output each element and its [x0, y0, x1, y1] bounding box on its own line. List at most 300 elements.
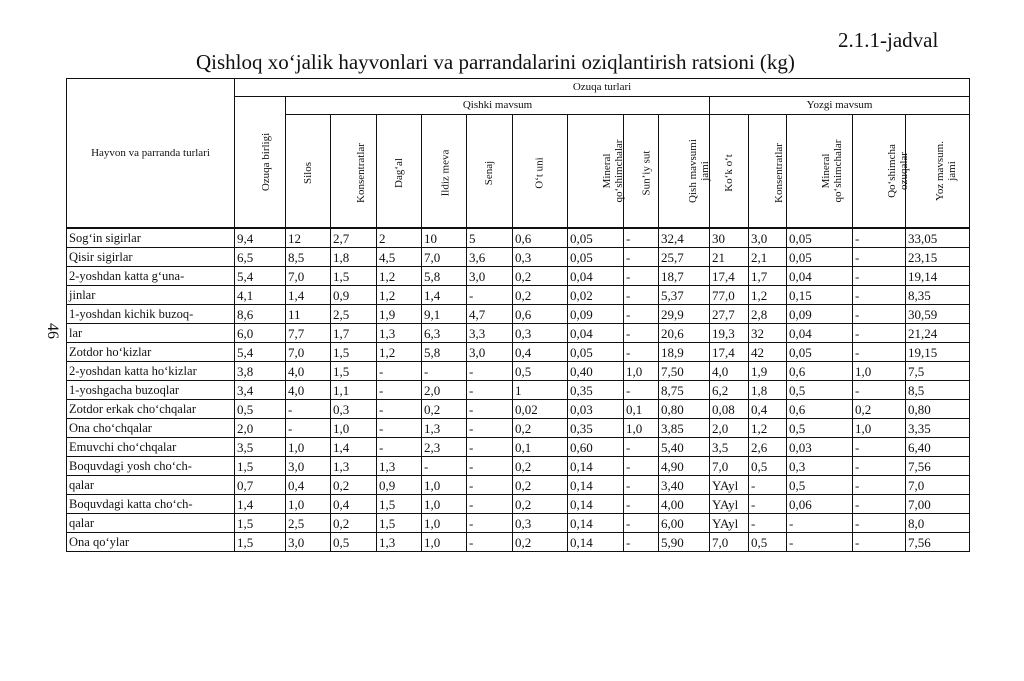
- table-cell: 0,14: [568, 495, 624, 514]
- table-cell: -: [853, 228, 906, 248]
- table-cell: 0,1: [513, 438, 568, 457]
- table-cell: -: [624, 514, 659, 533]
- table-cell: 0,35: [568, 381, 624, 400]
- table-cell: 0,5: [787, 419, 853, 438]
- table-cell: 0,5: [787, 381, 853, 400]
- table-cell: 0,2: [513, 286, 568, 305]
- table-cell: 2,1: [749, 248, 787, 267]
- table-cell: 3,85: [659, 419, 710, 438]
- header-winter-col: Ildiz meva: [422, 115, 467, 229]
- table-cell: -: [749, 476, 787, 495]
- table-cell: 1,7: [331, 324, 377, 343]
- table-cell: 2,3: [422, 438, 467, 457]
- table-cell: 0,02: [513, 400, 568, 419]
- table-cell: -: [749, 495, 787, 514]
- table-cell: 2,5: [286, 514, 331, 533]
- table-cell: 9,4: [235, 228, 286, 248]
- table-cell: 3,0: [749, 228, 787, 248]
- table-cell: 4,5: [377, 248, 422, 267]
- table-cell: 2,7: [331, 228, 377, 248]
- table-cell: -: [853, 476, 906, 495]
- table-cell: 1,4: [235, 495, 286, 514]
- table-cell: 25,7: [659, 248, 710, 267]
- table-cell: -: [467, 400, 513, 419]
- table-cell: 0,03: [787, 438, 853, 457]
- table-cell: -: [853, 343, 906, 362]
- table-cell: 1,5: [235, 514, 286, 533]
- table-cell: 0,35: [568, 419, 624, 438]
- table-cell: 0,08: [710, 400, 749, 419]
- table-cell: 8,5: [286, 248, 331, 267]
- row-label: Emuvchi cho‘chqalar: [67, 438, 235, 457]
- table-cell: 32: [749, 324, 787, 343]
- table-cell: 0,3: [787, 457, 853, 476]
- table-cell: 5,90: [659, 533, 710, 552]
- table-cell: 4,1: [235, 286, 286, 305]
- row-label: Ona qo‘ylar: [67, 533, 235, 552]
- table-cell: 5,37: [659, 286, 710, 305]
- table-cell: 19,3: [710, 324, 749, 343]
- header-winter-col: Sun’iy sut: [624, 115, 659, 229]
- table-cell: 4,7: [467, 305, 513, 324]
- row-label: 2-yoshdan katta ho‘kizlar: [67, 362, 235, 381]
- table-cell: 0,6: [787, 400, 853, 419]
- table-cell: 1,3: [331, 457, 377, 476]
- table-cell: 2,6: [749, 438, 787, 457]
- table-cell: 33,05: [906, 228, 970, 248]
- table-tag: 2.1.1-jadval: [838, 28, 939, 52]
- table-cell: 0,04: [568, 324, 624, 343]
- table-cell: 21,24: [906, 324, 970, 343]
- table-cell: 0,5: [331, 533, 377, 552]
- table-cell: 0,2: [513, 267, 568, 286]
- table-cell: 1,0: [422, 476, 467, 495]
- table-cell: 1,0: [286, 438, 331, 457]
- table-row: [67, 324, 970, 343]
- table-cell: 1,9: [377, 305, 422, 324]
- table-cell: -: [787, 514, 853, 533]
- table-cell: 1,5: [377, 495, 422, 514]
- table-cell: 1,5: [331, 343, 377, 362]
- table-cell: 7,56: [906, 533, 970, 552]
- table-cell: -: [853, 267, 906, 286]
- table-cell: -: [853, 381, 906, 400]
- table-cell: 0,04: [787, 324, 853, 343]
- table-cell: 18,9: [659, 343, 710, 362]
- row-label: lar: [67, 324, 235, 343]
- table-cell: 5,4: [235, 343, 286, 362]
- table-cell: YAyl: [710, 514, 749, 533]
- table-cell: -: [467, 419, 513, 438]
- table-cell: -: [624, 381, 659, 400]
- header-summer-col: Yoz mavsum. jami: [906, 115, 970, 229]
- table-cell: 0,2: [331, 514, 377, 533]
- table-cell: 6,5: [235, 248, 286, 267]
- table-cell: 0,14: [568, 514, 624, 533]
- table-cell: 0,3: [513, 248, 568, 267]
- header-winter-col: O‘t uni: [513, 115, 568, 229]
- row-label: 1-yoshgacha buzoqlar: [67, 381, 235, 400]
- table-cell: 0,05: [568, 343, 624, 362]
- header-winter-col: Senaj: [467, 115, 513, 229]
- table-cell: 20,6: [659, 324, 710, 343]
- table-cell: 8,35: [906, 286, 970, 305]
- table-cell: 1,2: [377, 267, 422, 286]
- table-cell: 1: [513, 381, 568, 400]
- table-cell: 77,0: [710, 286, 749, 305]
- table-cell: -: [853, 533, 906, 552]
- table-cell: 0,3: [331, 400, 377, 419]
- table-cell: 29,9: [659, 305, 710, 324]
- header-winter-col: Qish mavsumi jami: [659, 115, 710, 229]
- table-cell: 0,14: [568, 533, 624, 552]
- table-cell: -: [853, 438, 906, 457]
- table-cell: 0,2: [513, 495, 568, 514]
- table-row: [67, 476, 970, 495]
- table-cell: 0,3: [513, 514, 568, 533]
- table-cell: 2: [377, 228, 422, 248]
- table-cell: 6,3: [422, 324, 467, 343]
- table-cell: 6,00: [659, 514, 710, 533]
- table-cell: 3,5: [710, 438, 749, 457]
- table-cell: 0,09: [787, 305, 853, 324]
- table-cell: 0,05: [568, 228, 624, 248]
- table-cell: -: [467, 476, 513, 495]
- table-cell: 0,05: [787, 248, 853, 267]
- table-cell: 1,2: [749, 286, 787, 305]
- table-cell: 1,0: [624, 419, 659, 438]
- header-feed-types: Ozuqa turlari: [235, 79, 970, 97]
- table-cell: 8,75: [659, 381, 710, 400]
- table-cell: 3,40: [659, 476, 710, 495]
- table-cell: 1,0: [853, 362, 906, 381]
- table-cell: 0,05: [787, 228, 853, 248]
- table-cell: 1,3: [422, 419, 467, 438]
- table-cell: 0,03: [568, 400, 624, 419]
- header-summer-col: Ko‘k o‘t: [710, 115, 749, 229]
- table-cell: 0,80: [906, 400, 970, 419]
- table-row: [67, 419, 970, 438]
- table-row: [67, 362, 970, 381]
- table-cell: 0,60: [568, 438, 624, 457]
- table-cell: 0,5: [513, 362, 568, 381]
- table-cell: 18,7: [659, 267, 710, 286]
- table-row: [67, 533, 970, 552]
- table-row: [67, 438, 970, 457]
- table-cell: -: [624, 228, 659, 248]
- row-label: 2-yoshdan katta g‘una-: [67, 267, 235, 286]
- table-cell: 3,8: [235, 362, 286, 381]
- header-winter-col: Konsentratlar: [331, 115, 377, 229]
- table-cell: 1,3: [377, 533, 422, 552]
- table-cell: 0,4: [513, 343, 568, 362]
- table-row: [67, 381, 970, 400]
- table-cell: -: [624, 533, 659, 552]
- table-cell: 1,0: [331, 419, 377, 438]
- table-cell: 23,15: [906, 248, 970, 267]
- table-cell: -: [422, 362, 467, 381]
- header-winter-col: Mineral qo‘shimchalar: [568, 115, 624, 229]
- table-body: [67, 228, 970, 552]
- row-label: Ona cho‘chqalar: [67, 419, 235, 438]
- table-cell: 7,0: [422, 248, 467, 267]
- table-cell: 1,7: [749, 267, 787, 286]
- table-cell: -: [467, 533, 513, 552]
- table-cell: 0,15: [787, 286, 853, 305]
- table-cell: -: [787, 533, 853, 552]
- table-cell: 0,5: [235, 400, 286, 419]
- table-cell: 0,9: [377, 476, 422, 495]
- table-cell: 1,0: [422, 533, 467, 552]
- row-label: Zotdor erkak cho‘chqalar: [67, 400, 235, 419]
- table-cell: 1,5: [331, 267, 377, 286]
- table-cell: 0,80: [659, 400, 710, 419]
- table-cell: 3,35: [906, 419, 970, 438]
- table-cell: 21: [710, 248, 749, 267]
- table-cell: YAyl: [710, 476, 749, 495]
- table-cell: -: [377, 362, 422, 381]
- table-cell: 0,02: [568, 286, 624, 305]
- table-cell: 12: [286, 228, 331, 248]
- table-cell: 1,0: [853, 419, 906, 438]
- table-cell: 30,59: [906, 305, 970, 324]
- table-cell: 8,5: [906, 381, 970, 400]
- table-cell: 5,8: [422, 343, 467, 362]
- header-feed-unit: Ozuqa birligi: [235, 97, 286, 229]
- table-cell: -: [624, 305, 659, 324]
- table-cell: 17,4: [710, 343, 749, 362]
- table-cell: 1,5: [235, 457, 286, 476]
- table-cell: 7,00: [906, 495, 970, 514]
- table-cell: -: [624, 438, 659, 457]
- table-cell: 19,14: [906, 267, 970, 286]
- table-cell: -: [749, 514, 787, 533]
- table-cell: 0,3: [513, 324, 568, 343]
- table-cell: 1,1: [331, 381, 377, 400]
- table-row: [67, 305, 970, 324]
- table-cell: -: [624, 476, 659, 495]
- table-row: [67, 228, 970, 248]
- table-cell: 0,2: [513, 533, 568, 552]
- table-cell: 6,0: [235, 324, 286, 343]
- table-cell: 3,0: [467, 267, 513, 286]
- table-cell: -: [377, 438, 422, 457]
- table-cell: 1,2: [377, 286, 422, 305]
- table-row: [67, 514, 970, 533]
- table-cell: -: [624, 248, 659, 267]
- table-cell: 0,6: [513, 305, 568, 324]
- table-cell: -: [467, 362, 513, 381]
- table-cell: 3,6: [467, 248, 513, 267]
- table-cell: -: [467, 438, 513, 457]
- table-cell: 3,4: [235, 381, 286, 400]
- table-cell: 0,2: [513, 457, 568, 476]
- table-cell: 1,4: [331, 438, 377, 457]
- table-cell: 0,06: [787, 495, 853, 514]
- table-row: [67, 286, 970, 305]
- table-cell: 3,5: [235, 438, 286, 457]
- table-cell: 8,0: [906, 514, 970, 533]
- table-cell: 1,0: [422, 514, 467, 533]
- table-cell: 0,05: [568, 248, 624, 267]
- table-cell: 0,7: [235, 476, 286, 495]
- table-cell: 2,8: [749, 305, 787, 324]
- table-cell: 3,0: [467, 343, 513, 362]
- table-cell: 0,04: [787, 267, 853, 286]
- table-cell: 17,4: [710, 267, 749, 286]
- table-cell: 0,2: [513, 419, 568, 438]
- row-label: Zotdor ho‘kizlar: [67, 343, 235, 362]
- table-cell: 4,0: [286, 362, 331, 381]
- table-cell: 5,4: [235, 267, 286, 286]
- table-cell: -: [853, 324, 906, 343]
- table-cell: 1,5: [331, 362, 377, 381]
- table-cell: 0,6: [513, 228, 568, 248]
- table-cell: 2,0: [422, 381, 467, 400]
- table-cell: 0,04: [568, 267, 624, 286]
- table-cell: -: [624, 286, 659, 305]
- table-row: [67, 248, 970, 267]
- table-cell: 1,4: [286, 286, 331, 305]
- table-cell: 1,0: [422, 495, 467, 514]
- table-cell: 0,2: [422, 400, 467, 419]
- table-cell: -: [853, 495, 906, 514]
- table-cell: -: [467, 457, 513, 476]
- table-cell: 0,1: [624, 400, 659, 419]
- table-cell: -: [422, 457, 467, 476]
- table-cell: 9,1: [422, 305, 467, 324]
- table-cell: 4,0: [710, 362, 749, 381]
- table-cell: 0,2: [853, 400, 906, 419]
- header-winter-col: Dag‘al: [377, 115, 422, 229]
- table-cell: 0,4: [749, 400, 787, 419]
- header-summer-col: Qo‘shimcha ozuqalar: [853, 115, 906, 229]
- table-cell: 1,5: [377, 514, 422, 533]
- table-cell: 0,4: [331, 495, 377, 514]
- table-cell: -: [624, 457, 659, 476]
- table-cell: 5,8: [422, 267, 467, 286]
- ration-table: [66, 78, 970, 552]
- table-cell: 7,0: [286, 343, 331, 362]
- table-cell: 7,5: [906, 362, 970, 381]
- table-cell: -: [853, 457, 906, 476]
- table-cell: 7,0: [710, 533, 749, 552]
- table-cell: 7,0: [710, 457, 749, 476]
- table-cell: 42: [749, 343, 787, 362]
- table-cell: 1,0: [624, 362, 659, 381]
- table-cell: YAyl: [710, 495, 749, 514]
- table-cell: 4,90: [659, 457, 710, 476]
- table-cell: 0,5: [749, 533, 787, 552]
- header-animal-types: Hayvon va parranda turlari: [67, 79, 235, 229]
- table-cell: 0,2: [513, 476, 568, 495]
- table-cell: 0,14: [568, 457, 624, 476]
- table-cell: 0,05: [787, 343, 853, 362]
- table-cell: -: [853, 305, 906, 324]
- row-label: qalar: [67, 476, 235, 495]
- table-cell: 10: [422, 228, 467, 248]
- table-cell: 2,0: [710, 419, 749, 438]
- row-label: Sog‘in sigirlar: [67, 228, 235, 248]
- table-cell: -: [467, 381, 513, 400]
- table-cell: 1,3: [377, 457, 422, 476]
- table-cell: 1,5: [235, 533, 286, 552]
- table-cell: -: [377, 381, 422, 400]
- table-cell: -: [624, 343, 659, 362]
- table-cell: -: [853, 286, 906, 305]
- table-cell: 3,3: [467, 324, 513, 343]
- table-cell: 1,8: [749, 381, 787, 400]
- page-number: 46: [44, 323, 61, 339]
- table-cell: 19,15: [906, 343, 970, 362]
- table-cell: 7,0: [286, 267, 331, 286]
- table-cell: 4,0: [286, 381, 331, 400]
- row-label: Boquvdagi yosh cho‘ch-: [67, 457, 235, 476]
- table-cell: 1,0: [286, 495, 331, 514]
- table-cell: 11: [286, 305, 331, 324]
- table-cell: 1,2: [749, 419, 787, 438]
- row-label: Boquvdagi katta cho‘ch-: [67, 495, 235, 514]
- table-cell: -: [624, 495, 659, 514]
- table-cell: -: [286, 400, 331, 419]
- table-cell: -: [467, 514, 513, 533]
- table-row: [67, 267, 970, 286]
- header-winter-col: Silos: [286, 115, 331, 229]
- table-cell: 0,40: [568, 362, 624, 381]
- table-cell: 7,0: [906, 476, 970, 495]
- row-label: Qisir sigirlar: [67, 248, 235, 267]
- row-label: qalar: [67, 514, 235, 533]
- table-cell: -: [286, 419, 331, 438]
- table-cell: 5,40: [659, 438, 710, 457]
- table-cell: 32,4: [659, 228, 710, 248]
- table-cell: 1,4: [422, 286, 467, 305]
- table-cell: -: [624, 267, 659, 286]
- table-row: [67, 400, 970, 419]
- header-winter-season: Qishki mavsum: [286, 97, 710, 115]
- table-cell: 0,09: [568, 305, 624, 324]
- table-cell: 1,2: [377, 343, 422, 362]
- header-summer-col: Konsentratlar: [749, 115, 787, 229]
- table-title: Qishloq xo‘jalik hayvonlari va parrandalarini oziqlantirish ratsioni (kg): [196, 50, 795, 74]
- table-cell: 1,3: [377, 324, 422, 343]
- table-cell: 4,00: [659, 495, 710, 514]
- table-cell: 3,0: [286, 457, 331, 476]
- table-cell: 1,9: [749, 362, 787, 381]
- table-cell: 7,50: [659, 362, 710, 381]
- header-summer-season: Yozgi mavsum: [710, 97, 970, 115]
- table-cell: 1,8: [331, 248, 377, 267]
- table-cell: 6,40: [906, 438, 970, 457]
- table-cell: -: [467, 495, 513, 514]
- table-cell: 0,6: [787, 362, 853, 381]
- row-label: 1-yoshdan kichik buzoq-: [67, 305, 235, 324]
- table-cell: 5: [467, 228, 513, 248]
- table-cell: 8,6: [235, 305, 286, 324]
- table-cell: -: [467, 286, 513, 305]
- table-cell: 7,7: [286, 324, 331, 343]
- table-cell: 3,0: [286, 533, 331, 552]
- table-cell: 30: [710, 228, 749, 248]
- table-cell: -: [624, 324, 659, 343]
- table-cell: 2,0: [235, 419, 286, 438]
- table-cell: 0,4: [286, 476, 331, 495]
- table-cell: -: [853, 514, 906, 533]
- table-cell: 0,5: [749, 457, 787, 476]
- table-cell: 27,7: [710, 305, 749, 324]
- table-cell: -: [853, 248, 906, 267]
- table-cell: 0,14: [568, 476, 624, 495]
